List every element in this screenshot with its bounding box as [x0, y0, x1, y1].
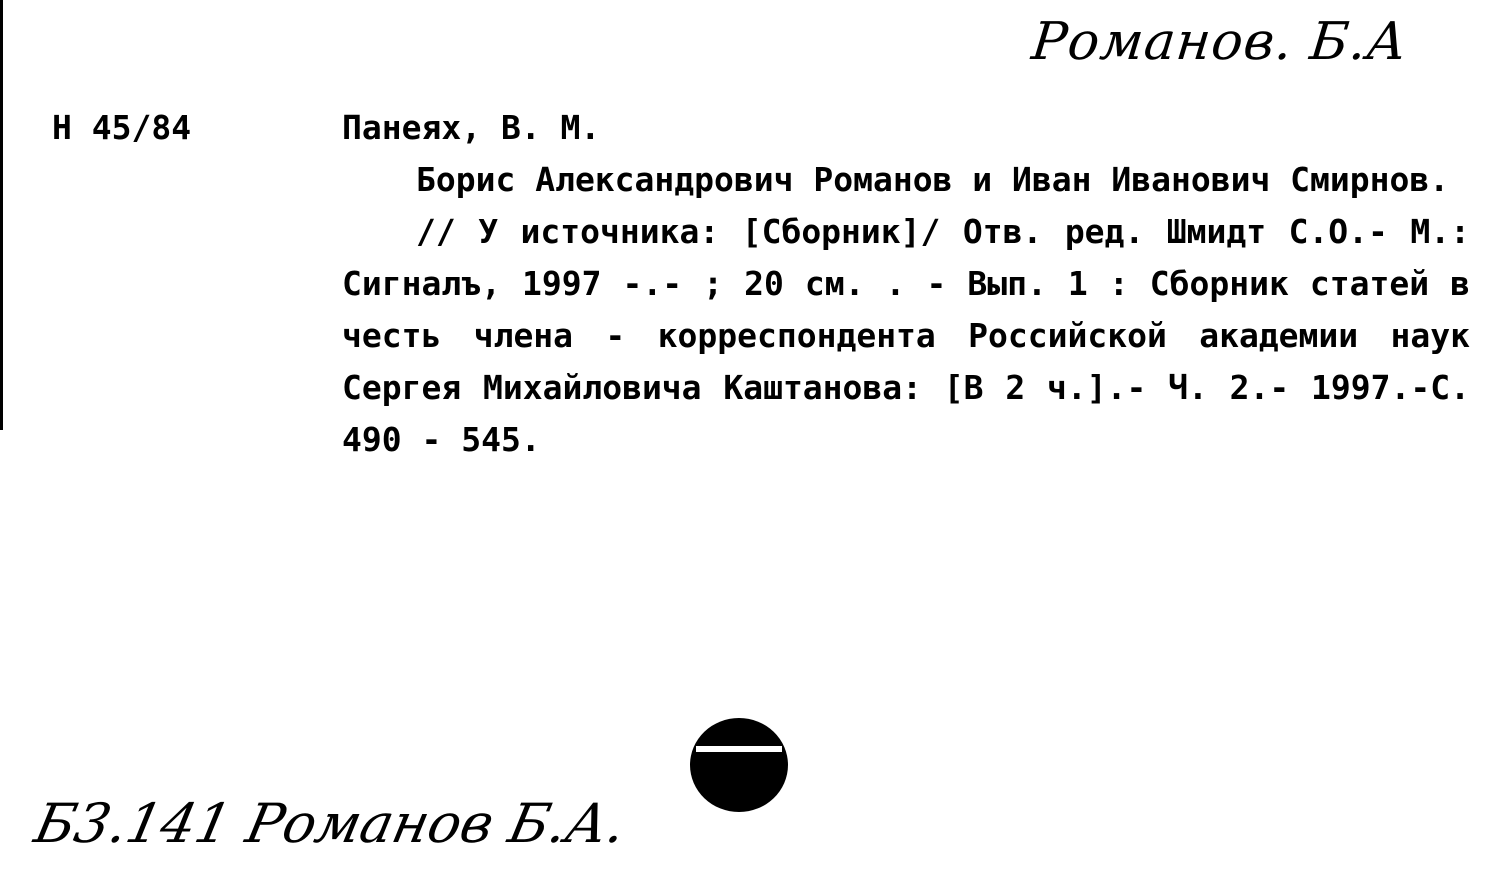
shelfmark: Н 45/84: [52, 108, 192, 147]
entry-source: // У источника: [Сборник]/ Отв. ред. Шмидт С.О.- М.: Сигналъ, 1997 -.- ; 20 см. . - Вып. 1 : Сборник статей в честь члена - корреспондента Российской академии наук Сергея Михайловича Каштанова: [В 2 ч.].- Ч. 2.- 1997.-С. 490 - 545.: [342, 212, 1470, 459]
bibliographic-entry: [342, 102, 1470, 466]
card-left-edge: [0, 0, 3, 430]
punch-hole: [690, 718, 788, 812]
entry-author: Панеях, В. М.: [342, 108, 601, 147]
entry-title: Борис Александрович Романов и Иван Иванович Смирнов.: [416, 160, 1450, 199]
handwritten-heading: Романов. Б.А: [1028, 12, 1411, 72]
handwritten-classification: Б3.141 Романов Б.А.: [29, 792, 632, 855]
